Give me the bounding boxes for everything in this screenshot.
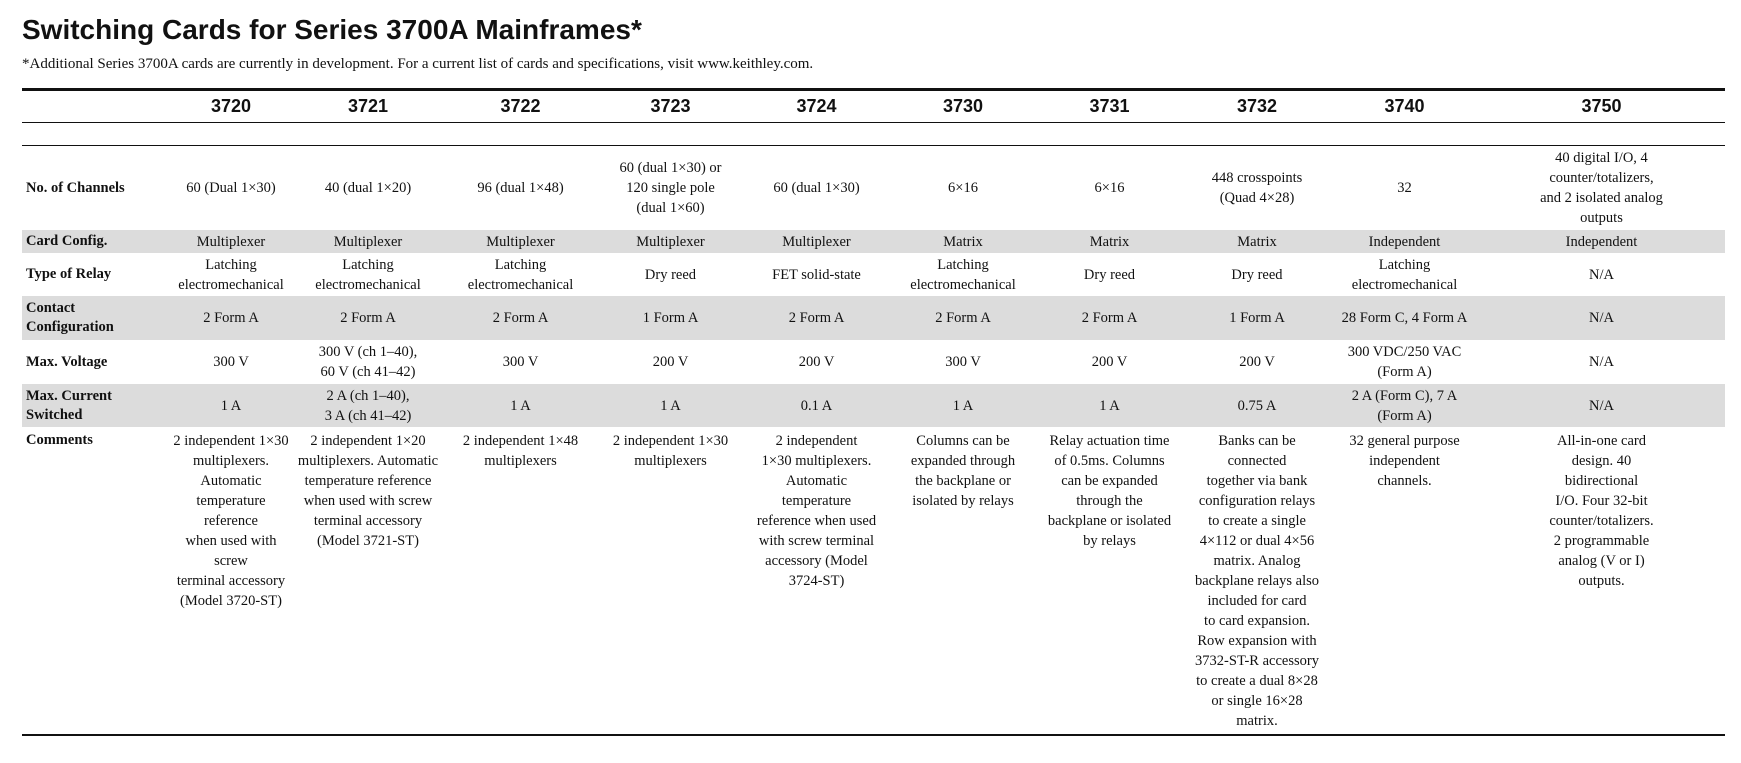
row-max-voltage	[22, 340, 1725, 384]
table-cell: FET solid-state	[772, 266, 861, 283]
table-cell: Matrix	[1036, 230, 1183, 253]
table-cell: Latching electromechanical	[467, 256, 574, 293]
model-header: 3731	[1089, 96, 1130, 116]
row-card-config	[22, 230, 1725, 253]
table-cell: Latching electromechanical	[1351, 256, 1458, 293]
table-cell: 2 independent 1×30 multiplexers	[612, 433, 729, 469]
table-cell: 32 general purpose independent channels.	[1349, 433, 1460, 489]
table-cell: 28 Form C, 4 Form A	[1331, 296, 1478, 340]
table-cell: 2 Form A	[890, 296, 1036, 340]
row-channels	[22, 146, 1725, 230]
table-cell: Columns can be expanded through the backplane or isolated by relays	[910, 433, 1016, 509]
table-cell: Dry reed	[1231, 266, 1283, 283]
table-cell: 6×16	[1094, 180, 1125, 196]
table-cell: 40 digital I/O, 4 counter/totalizers, and 2 isolated analog outputs	[1540, 150, 1663, 226]
page-title: Switching Cards for Series 3700A Mainframes*	[22, 14, 642, 45]
table-cell: Multiplexer	[293, 230, 443, 253]
table-cell: 300 V (ch 1–40), 60 V (ch 41–42)	[318, 344, 418, 380]
table-cell: 60 (Dual 1×30)	[186, 180, 276, 196]
model-header: 3724	[796, 96, 837, 116]
table-cell: 2 A (ch 1–40), 3 A (ch 41–42)	[293, 384, 443, 427]
row-label: Max. Current Switched	[22, 384, 169, 427]
model-header: 3732	[1236, 96, 1278, 116]
row-max-current	[22, 384, 1725, 427]
table-cell: 2 Form A	[443, 296, 598, 340]
footnote-subtitle: *Additional Series 3700A cards are currently in development. For a current list of cards and specifications, visit www.keithley.com.	[22, 56, 814, 72]
table-cell: 1 A	[169, 384, 293, 427]
table-cell: Multiplexer	[743, 230, 890, 253]
table-cell: 200 V	[652, 354, 689, 370]
table-cell: 60 (dual 1×30)	[773, 180, 860, 196]
table-cell: Dry reed	[1083, 266, 1136, 283]
row-label: Type of Relay	[26, 266, 112, 282]
table-cell: 1 A	[443, 384, 598, 427]
table-cell: 200 V	[1239, 354, 1275, 370]
model-header: 3722	[500, 96, 541, 116]
table-cell: 2 independent 1×30 multiplexers. Automatic temperature reference when used with screw terminal accessory (Model 3720-ST)	[173, 433, 289, 609]
table-cell: N/A	[1589, 354, 1614, 370]
spec-table	[22, 146, 1725, 731]
table-cell: Latching electromechanical	[315, 256, 421, 293]
table-cell: 2 independent 1×30 multiplexers. Automatic temperature reference when used with screw terminal accessory (Model 3724-ST)	[756, 433, 877, 589]
table-cell: 2 Form A	[169, 296, 293, 340]
model-header: 3721	[347, 96, 389, 116]
table-cell: 300 VDC/250 VAC (Form A)	[1347, 344, 1462, 380]
table-cell: 2 Form A	[743, 296, 890, 340]
table-cell: 200 V	[1091, 354, 1128, 370]
model-header: 3730	[942, 96, 984, 116]
model-header: 3740	[1384, 96, 1425, 116]
table-cell: 1 A	[598, 384, 743, 427]
table-cell: 2 independent 1×20 multiplexers. Automatic temperature reference when used with screw terminal accessory (Model 3721-ST)	[297, 433, 439, 549]
table-cell: Latching electromechanical	[910, 256, 1016, 293]
table-cell: Dry reed	[644, 266, 697, 283]
table-cell: 32	[1397, 180, 1412, 196]
table-cell: Banks can be connected together via bank configuration relays to create a single 4×112 or dual 4×56 matrix. Analog backplane relays also included for card to card expansion. Row expansion with 3732-ST-R accessory to create a dual 8×28 or single 16×28 matrix.	[1194, 433, 1319, 729]
table-cell: 2 independent 1×48 multiplexers	[462, 433, 579, 469]
table-cell: Multiplexer	[443, 230, 598, 253]
model-header: 3750	[1581, 96, 1622, 116]
model-header: 3723	[650, 96, 691, 116]
row-label: Card Config.	[22, 230, 169, 253]
table-cell: 448 crosspoints (Quad 4×28)	[1211, 170, 1303, 206]
table-cell: 1 Form A	[1183, 296, 1331, 340]
table-cell: 2 A (Form C), 7 A (Form A)	[1331, 384, 1478, 427]
table-cell: Multiplexer	[169, 230, 293, 253]
table-cell: Multiplexer	[598, 230, 743, 253]
table-cell: Matrix	[1183, 230, 1331, 253]
table-cell: 300 V	[945, 354, 981, 370]
table-cell: 0.75 A	[1183, 384, 1331, 427]
table-cell: 300 V	[502, 354, 539, 370]
row-label: No. of Channels	[26, 179, 125, 196]
row-relay-type	[22, 253, 1725, 296]
table-cell: 96 (dual 1×48)	[477, 180, 564, 196]
table-cell: All-in-one card design. 40 bidirectional I/O. Four 32-bit counter/totalizers. 2 programmable analog (V or I) outputs.	[1549, 433, 1654, 589]
row-label: Contact Configuration	[22, 296, 169, 340]
row-comments	[22, 427, 1725, 731]
table-cell: N/A	[1478, 384, 1725, 427]
table-cell: Relay actuation time of 0.5ms. Columns can be expanded through the backplane or isolated by relays	[1047, 433, 1172, 549]
row-contact-config	[22, 296, 1725, 340]
table-cell: 2 Form A	[293, 296, 443, 340]
model-header: 3720	[210, 96, 252, 116]
table-cell: 300 V	[213, 354, 249, 370]
bottom-rule	[22, 734, 1725, 736]
row-label: Max. Voltage	[26, 353, 108, 370]
table-cell: 1 A	[1036, 384, 1183, 427]
table-cell: 60 (dual 1×30) or 120 single pole (dual 1×60)	[619, 160, 722, 216]
table-cell: Matrix	[890, 230, 1036, 253]
model-header-row	[22, 91, 1725, 122]
table-cell: 1 Form A	[598, 296, 743, 340]
table-cell: Independent	[1478, 230, 1725, 253]
header-rule	[22, 122, 1725, 123]
table-cell: N/A	[1478, 296, 1725, 340]
table-cell: 6×16	[948, 180, 978, 196]
table-cell: N/A	[1589, 266, 1614, 283]
table-cell: 2 Form A	[1036, 296, 1183, 340]
table-cell: Latching electromechanical	[178, 256, 284, 293]
table-cell: 40 (dual 1×20)	[324, 180, 412, 196]
row-label: Comments	[26, 432, 93, 448]
table-cell: Independent	[1331, 230, 1478, 253]
table-cell: 1 A	[890, 384, 1036, 427]
table-cell: 0.1 A	[743, 384, 890, 427]
table-cell: 200 V	[798, 354, 835, 370]
